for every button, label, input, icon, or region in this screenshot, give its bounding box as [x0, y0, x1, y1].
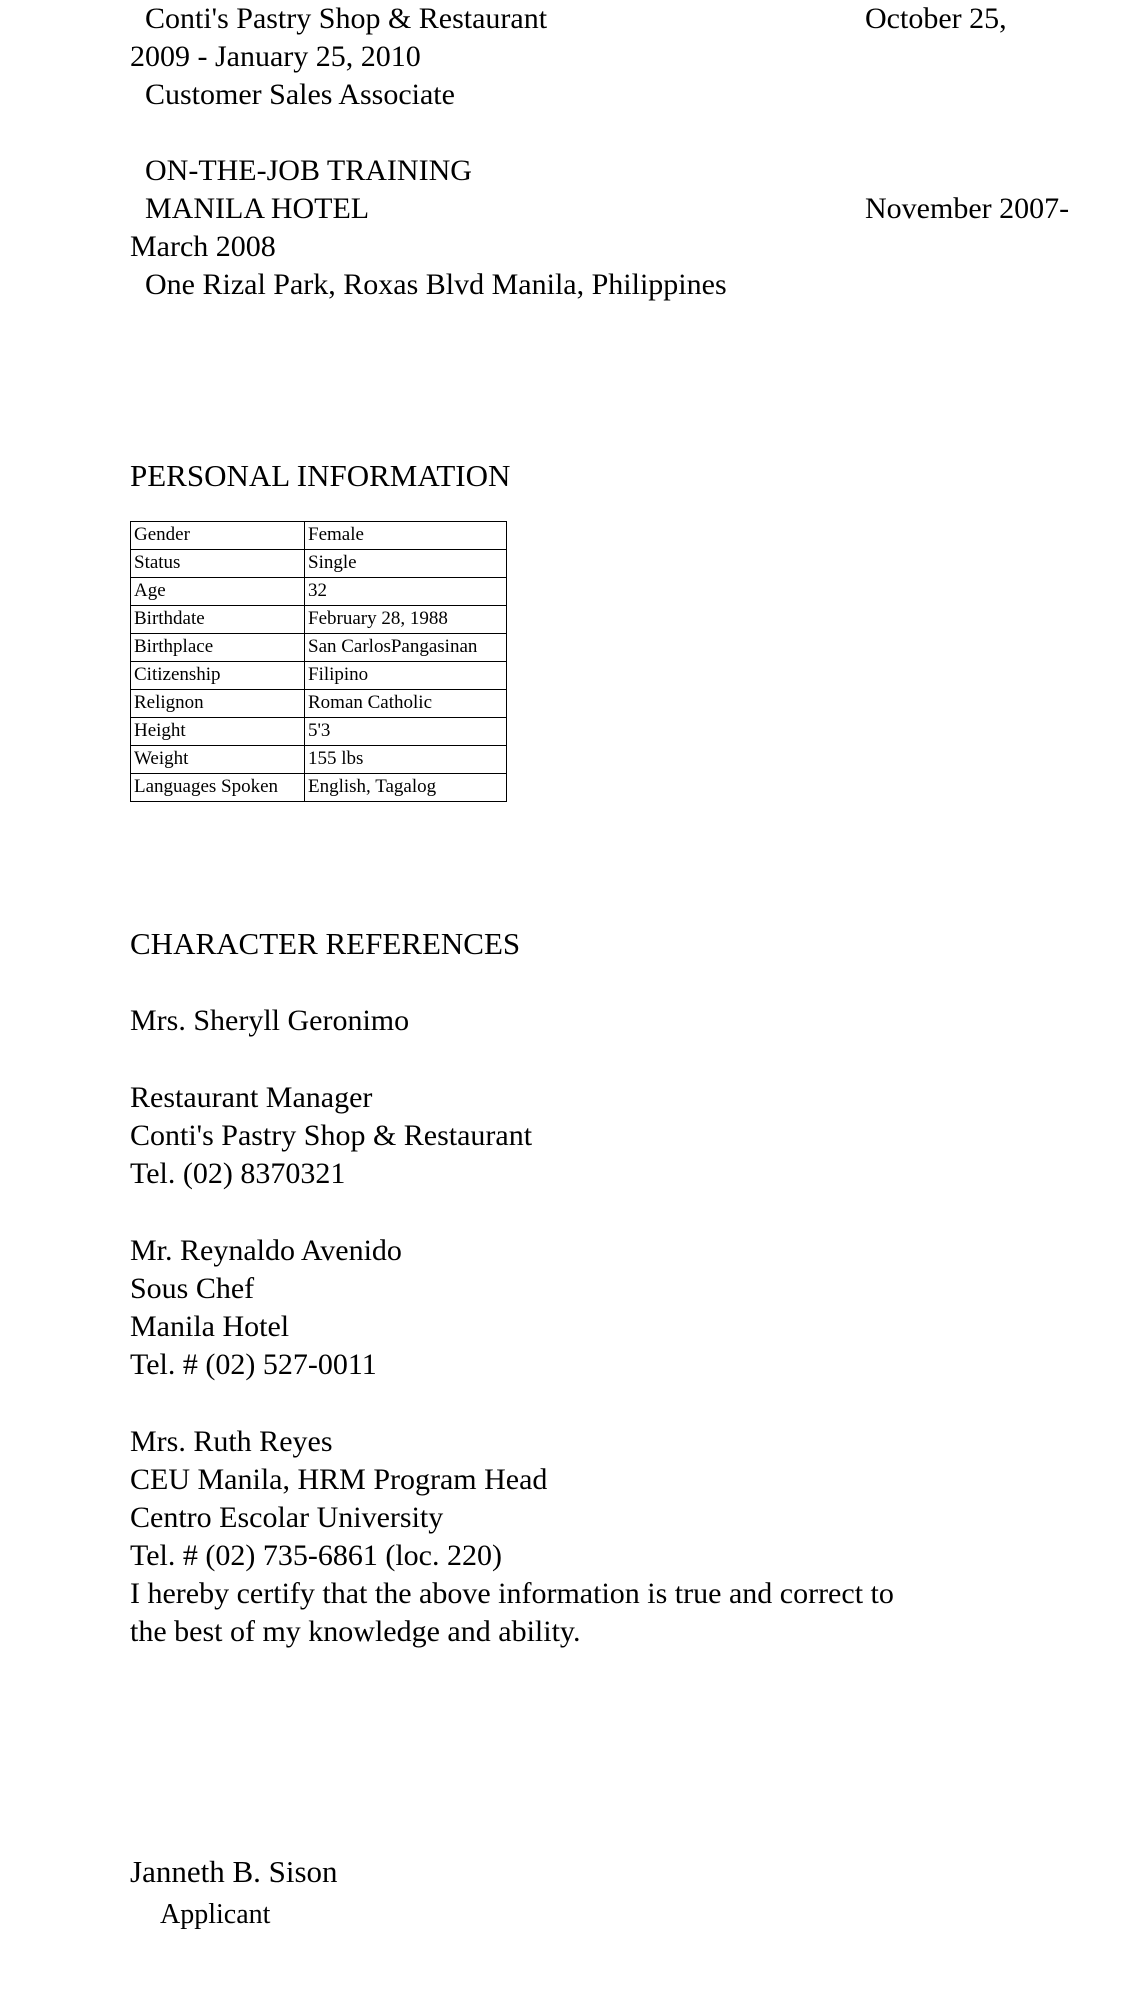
reference-name: Mr. Reynaldo Avenido	[130, 1234, 402, 1267]
experience-date-first-line: October 25,	[865, 2, 1007, 35]
row-value: Single	[305, 550, 507, 578]
ojt-organization: MANILA HOTEL	[145, 192, 370, 225]
table-row	[131, 550, 507, 578]
reference-telephone: Tel. # (02) 527-0011	[130, 1348, 377, 1381]
reference-name: Mrs. Ruth Reyes	[130, 1425, 333, 1458]
table-row	[131, 746, 507, 774]
row-label: Relignon	[131, 690, 305, 718]
row-value: February 28, 1988	[305, 606, 507, 634]
certification-line-1: I hereby certify that the above information is true and correct to	[130, 1577, 894, 1610]
row-value: English, Tagalog	[305, 774, 507, 802]
row-value: 155 lbs	[305, 746, 507, 774]
row-value: Female	[305, 522, 507, 550]
experience-date-wrapped: 2009 - January 25, 2010	[130, 40, 421, 73]
table-row	[131, 662, 507, 690]
table-row	[131, 606, 507, 634]
signature-name: Janneth B. Sison	[130, 1854, 338, 1889]
row-label: Status	[131, 550, 305, 578]
row-label: Age	[131, 578, 305, 606]
row-value: 32	[305, 578, 507, 606]
reference-company: Manila Hotel	[130, 1310, 290, 1343]
reference-company: Conti's Pastry Shop & Restaurant	[130, 1119, 533, 1152]
row-value: Roman Catholic	[305, 690, 507, 718]
table-row	[131, 522, 507, 550]
signature-role: Applicant	[160, 1899, 271, 1930]
character-references-heading: CHARACTER REFERENCES	[130, 926, 521, 961]
row-label: Citizenship	[131, 662, 305, 690]
experience-organization: Conti's Pastry Shop & Restaurant	[145, 2, 548, 35]
certification-line-2: the best of my knowledge and ability.	[130, 1615, 581, 1648]
table-row	[131, 718, 507, 746]
experience-position: Customer Sales Associate	[145, 78, 455, 111]
reference-title: Restaurant Manager	[130, 1081, 373, 1114]
ojt-date-first-line: November 2007-	[865, 192, 1070, 225]
row-value: Filipino	[305, 662, 507, 690]
row-label: Birthplace	[131, 634, 305, 662]
table-row	[131, 774, 507, 802]
row-value: 5'3	[305, 718, 507, 746]
table-row	[131, 578, 507, 606]
ojt-heading: ON-THE-JOB TRAINING	[145, 154, 472, 187]
row-value: San CarlosPangasinan	[305, 634, 507, 662]
ojt-address: One Rizal Park, Roxas Blvd Manila, Philippines	[145, 268, 727, 301]
row-label: Gender	[131, 522, 305, 550]
row-label: Weight	[131, 746, 305, 774]
reference-telephone: Tel. (02) 8370321	[130, 1157, 346, 1190]
reference-telephone: Tel. # (02) 735-6861 (loc. 220)	[130, 1539, 502, 1572]
row-label: Languages Spoken	[131, 774, 305, 802]
ojt-date-wrapped: March 2008	[130, 230, 276, 263]
table-row	[131, 690, 507, 718]
reference-company: Centro Escolar University	[130, 1501, 444, 1534]
reference-name: Mrs. Sheryll Geronimo	[130, 1004, 410, 1037]
personal-information-table	[130, 521, 507, 802]
row-label: Birthdate	[131, 606, 305, 634]
row-label: Height	[131, 718, 305, 746]
personal-information-heading: PERSONAL INFORMATION	[130, 458, 511, 493]
reference-title: CEU Manila, HRM Program Head	[130, 1463, 548, 1496]
reference-title: Sous Chef	[130, 1272, 255, 1305]
table-row	[131, 634, 507, 662]
